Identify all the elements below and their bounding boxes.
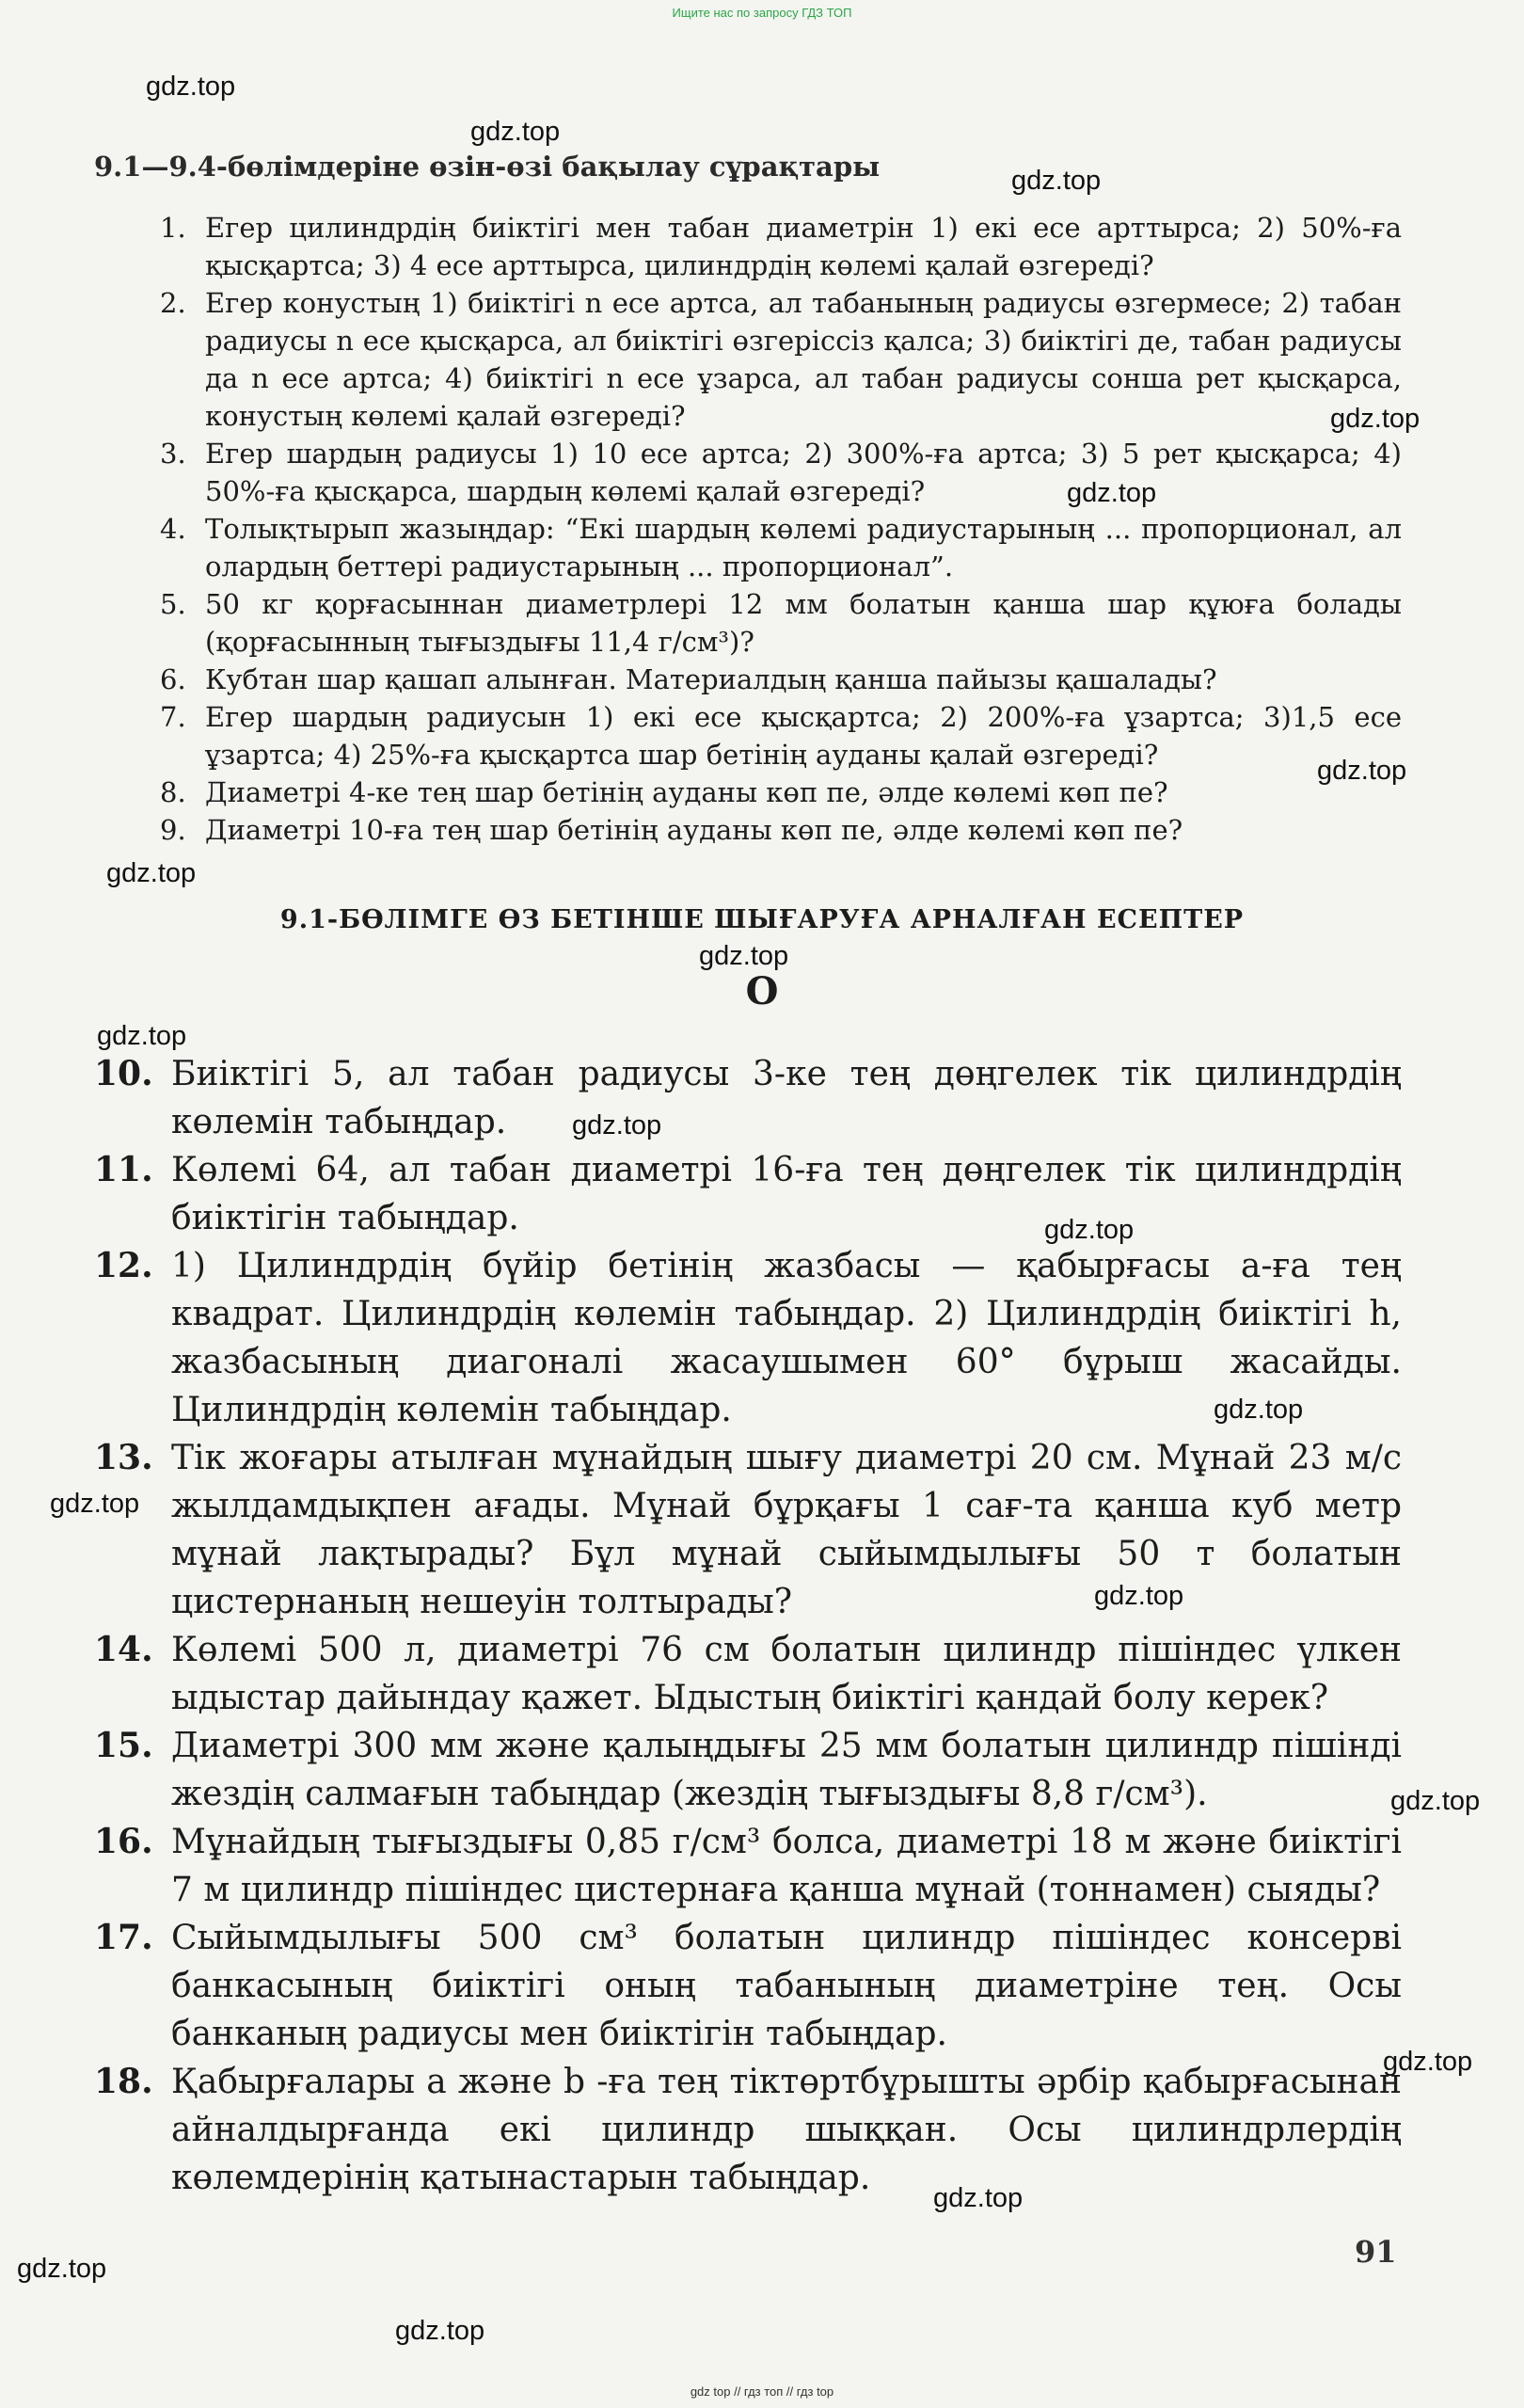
item-text: Егер цилиндрдің биіктігі мен табан диаметрін 1) екі есе арттырса; 2) 50%-ға қысқартса; 3) 4 есе арттырса, цилиндрдің көлемі қалай өзгереді?: [205, 212, 1402, 281]
item-number: 14.: [94, 1630, 153, 1669]
item-text: Көлемі 500 л, диаметрі 76 см болатын цилиндр пішіндес үлкен ыдыстар дайындау қажет. Ыдыстың биіктігі қандай болу керек?: [171, 1631, 1402, 1717]
watermark: gdz.top: [146, 72, 236, 102]
list-item: [160, 209, 1402, 284]
list-item: [160, 773, 1402, 811]
item-number: 17.: [94, 1918, 153, 1957]
item-text: Диаметрі 4-ке тең шар бетінің ауданы көп пе, әлде көлемі көп пе?: [205, 776, 1168, 808]
item-text: 1) Цилиндрдің бүйір бетінің жазбасы — қабырғасы a-ға тең квадрат. Цилиндрдің көлемін табыңдар. 2) Цилиндрдің биіктігі h, жазбасының диагоналі жасаушымен 60° бұрыш жасайды. Цилиндрдің көлемін табыңдар.: [171, 1247, 1402, 1429]
item-text: Биіктігі 5, ал табан радиусы 3-ке тең дөңгелек тік цилиндрдің көлемін табыңдар.: [171, 1055, 1402, 1141]
question-list: [160, 209, 1402, 849]
watermark: gdz.top: [1094, 1581, 1184, 1611]
list-item: [94, 1914, 1402, 2058]
item-number: 5.: [160, 588, 186, 620]
item-text: 50 кг қорғасыннан диаметрлері 12 мм болатын қанша шар құюға болады (қорғасынның тығыздығы 11,4 г/см³)?: [205, 588, 1402, 658]
item-text: Толықтырып жазыңдар: “Екі шардың көлемі радиустарының ... пропорционал, ал олардың беттері радиустарының ... пропорционал”.: [205, 513, 1402, 582]
item-text: Диаметрі 300 мм және қалыңдығы 25 мм болатын цилиндр пішінді жездің салмағын табыңдар (жездің тығыздығы 8,8 г/см³).: [171, 1727, 1402, 1813]
item-number: 15.: [94, 1726, 153, 1765]
item-number: 7.: [160, 701, 186, 733]
item-text: Көлемі 64, ал табан диаметрі 16-ға тең дөңгелек тік цилиндрдің биіктігін табыңдар.: [171, 1151, 1402, 1237]
item-number: 3.: [160, 438, 186, 470]
item-text: Қабырғалары a және b -ға тең тіктөртбұрышты әрбір қабырғасынан айналдырғанда екі цилиндр шыққан. Осы цилиндрлердің көлемдерінің қатынастарын табыңдар.: [171, 2063, 1402, 2197]
item-number: 18.: [94, 2062, 153, 2101]
watermark: gdz.top: [395, 2316, 485, 2346]
list-item: [160, 510, 1402, 585]
item-number: 16.: [94, 1822, 153, 1861]
watermark: gdz.top: [699, 941, 789, 971]
item-number: 8.: [160, 776, 186, 808]
list-item: [160, 661, 1402, 698]
item-text: Егер конустың 1) биіктігі n есе артса, ал табанының радиусы өзгермесе; 2) табан радиусы n есе қысқарса, ал биіктігі өзгеріссіз қалса; 3) биіктігі де, табан радиусы да n есе артса; 4) биіктігі n есе ұзарса, ал табан радиусы сонша рет қысқарса, конустың көлемі қалай өзгереді?: [205, 287, 1402, 432]
item-number: 13.: [94, 1438, 153, 1477]
watermark: gdz.top: [1390, 1786, 1481, 1816]
watermark: gdz.top: [1383, 2047, 1473, 2077]
item-number: 6.: [160, 663, 186, 695]
watermark: gdz.top: [97, 1021, 187, 1051]
watermark: gdz.top: [106, 858, 197, 888]
list-item: [94, 1146, 1402, 1242]
item-text: Кубтан шар қашап алынған. Материалдың қанша пайызы қашалады?: [205, 663, 1217, 695]
list-item: [94, 1818, 1402, 1914]
bottom-note: gdz top // гдз топ // гдз top: [690, 2384, 834, 2399]
watermark: gdz.top: [17, 2254, 107, 2284]
item-text: Мұнайдың тығыздығы 0,85 г/см³ болса, диаметрі 18 м және биіктігі 7 м цилиндр пішіндес цистернаға қанша мұнай (тоннамен) сыяды?: [171, 1823, 1402, 1909]
list-item: [160, 435, 1402, 510]
exercises-title: 9.1-БӨЛІМГЕ ӨЗ БЕТІНШЕ ШЫҒАРУҒА АРНАЛҒАН ЕСЕПТЕР: [279, 905, 1245, 934]
item-number: 2.: [160, 287, 186, 319]
item-number: 10.: [94, 1054, 153, 1093]
watermark: gdz.top: [470, 117, 561, 147]
item-text: Тік жоғары атылған мұнайдың шығу диаметрі 20 см. Мұнай 23 м/с жылдамдықпен ағады. Мұнай бұрқағы 1 сағ-та қанша куб метр мұнай лақтырады? Бұл мұнай сыйымдылығы 50 т болатын цистернаның нешеуін толтырады?: [171, 1439, 1402, 1621]
watermark: gdz.top: [1317, 756, 1407, 786]
top-note: Ищите нас по запросу ГДЗ ТОП: [672, 6, 852, 20]
section-title: 9.1—9.4-бөлімдеріне өзін-өзі бақылау сұрақтары: [94, 151, 881, 183]
item-text: Диаметрі 10-ға тең шар бетінің ауданы көп пе, әлде көлемі көп пе?: [205, 814, 1183, 846]
item-number: 11.: [94, 1150, 153, 1189]
watermark: gdz.top: [933, 2183, 1024, 2213]
item-text: Сыйымдылығы 500 см³ болатын цилиндр пішіндес консерві банкасының биіктігі оның табанының диаметріне тең. Осы банканың радиусы мен биіктігін табыңдар.: [171, 1919, 1402, 2053]
list-item: [94, 1626, 1402, 1722]
list-item: [94, 1050, 1402, 1146]
item-text: Егер шардың радиусы 1) 10 есе артса; 2) 300%-ға артса; 3) 5 рет қысқарса; 4) 50%-ға қысқарса, шардың көлемі қалай өзгереді?: [205, 438, 1402, 507]
watermark: gdz.top: [1330, 404, 1421, 434]
watermark: gdz.top: [1067, 478, 1157, 508]
list-item: [160, 284, 1402, 435]
list-item: [94, 2058, 1402, 2202]
item-number: 12.: [94, 1246, 153, 1285]
watermark: gdz.top: [572, 1110, 662, 1140]
list-item: [94, 1242, 1402, 1434]
level-label: О: [745, 969, 779, 1013]
item-number: 1.: [160, 212, 186, 244]
list-item: [94, 1722, 1402, 1818]
page-number: 91: [1355, 2234, 1397, 2270]
watermark: gdz.top: [1044, 1215, 1135, 1245]
item-number: 4.: [160, 513, 186, 545]
item-text: Егер шардың радиусын 1) екі есе қысқартса; 2) 200%-ға ұзартса; 3)1,5 есе ұзартса; 4) 25%-ға қысқартса шар бетінің ауданы қалай өзгереді?: [205, 701, 1402, 771]
watermark: gdz.top: [50, 1489, 140, 1519]
problem-list: [94, 1050, 1402, 2202]
watermark: gdz.top: [1214, 1395, 1304, 1425]
list-item: [160, 698, 1402, 773]
list-item: [160, 811, 1402, 849]
item-number: 9.: [160, 814, 186, 846]
list-item: [94, 1434, 1402, 1626]
list-item: [160, 585, 1402, 661]
watermark: gdz.top: [1011, 166, 1102, 196]
